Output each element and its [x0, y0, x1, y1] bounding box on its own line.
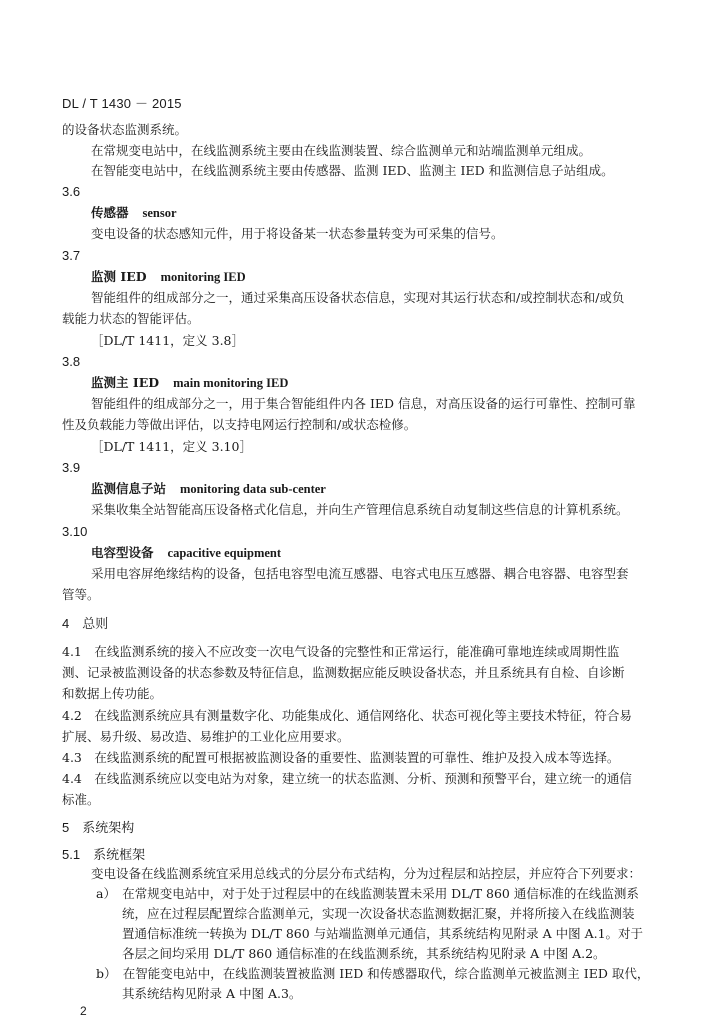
clause-number: 3.6 [62, 184, 81, 199]
clause-line: 4.3 在线监测系统的配置可根据被监测设备的重要性、监测装置的可靠性、维护及投入成本等选择。 [62, 750, 620, 765]
term-heading [91, 205, 177, 221]
definition-line: 变电设备的状态感知元件，用于将设备某一状态参量转变为可采集的信号。 [91, 226, 504, 241]
definition-line: 载能力状态的智能评估。 [62, 311, 200, 326]
clause-line: 变电设备在线监测系统宜采用总线式的分层分布式结构，分为过程层和站控层，并应符合下列要求： [91, 866, 642, 881]
section-title: 5 系统架构 [62, 820, 135, 835]
definition-line: 管等。 [62, 587, 100, 602]
clause-line: 4.4 在线监测系统应以变电站为对象，建立统一的状态监测、分析、预测和预警平台，建立统一的通信 [62, 771, 632, 786]
term-heading [91, 269, 246, 285]
term-zh: 监测 IED [91, 269, 147, 284]
list-item-line: 统，应在过程层配置综合监测单元，实现一次设备状态监测数据汇聚，并将所接入在线监测装 [122, 906, 635, 921]
clause-number: 3.7 [62, 248, 81, 263]
clause-number: 3.10 [62, 524, 88, 539]
clause-line: 扩展、易升级、易改造、易维护的工业化应用要求。 [62, 729, 350, 744]
body-line: 在常规变电站中，在线监测系统主要由在线监测装置、综合监测单元和站端监测单元组成。 [91, 143, 592, 158]
term-heading [91, 481, 326, 497]
definition-line: 采用电容屏绝缘结构的设备，包括电容型电流互感器、电容式电压互感器、耦合电容器、电容型套 [91, 566, 629, 581]
term-en: capacitive equipment [167, 546, 282, 560]
list-item-line: 置通信标准统一转换为 DL/T 860 与站端监测单元通信，其系统结构见附录 A 中图 A.1。对于 [122, 926, 644, 941]
body-line: 的设备状态监测系统。 [62, 122, 188, 137]
term-en: monitoring data sub-center [180, 482, 326, 496]
clause-line: 标准。 [62, 792, 100, 807]
list-item-line: a） 在常规变电站中，对于处于过程层中的在线监测装置未采用 DL/T 860 通信标准的在线监测系 [96, 886, 639, 901]
reference-line: ［DL/T 1411，定义 3.8］ [91, 333, 245, 348]
list-item-line: 其系统结构见附录 A 中图 A.3。 [122, 986, 302, 1001]
definition-line: 性及负载能力等做出评估，以支持电网运行控制和/或状态检修。 [62, 417, 417, 432]
definition-line: 智能组件的组成部分之一，通过采集高压设备状态信息，实现对其运行状态和/或控制状态和/或负 [91, 290, 625, 305]
clause-number: 3.8 [62, 354, 81, 369]
term-en: sensor [142, 206, 177, 220]
subsection-title: 5.1 系统框架 [62, 847, 146, 862]
clause-line: 4.2 在线监测系统应具有测量数字化、功能集成化、通信网络化、状态可视化等主要技术特征，符合易 [62, 708, 632, 723]
term-zh: 传感器 [91, 205, 129, 220]
term-zh: 电容型设备 [91, 545, 154, 560]
list-item-line: b） 在智能变电站中，在线监测装置被监测 IED 和传感器取代，综合监测单元被监测主 IED 取代， [96, 966, 650, 981]
term-heading [91, 375, 288, 391]
clause-line: 测、记录被监测设备的状态参数及特征信息，监测数据应能反映设备状态，并且系统具有自检、自诊断 [62, 665, 625, 680]
clause-line: 4.1 在线监测系统的接入不应改变一次电气设备的完整性和正常运行，能准确可靠地连续或周期性监 [62, 644, 620, 659]
section-title: 4 总则 [62, 616, 109, 631]
page-number: 2 [80, 1004, 87, 1018]
reference-line: ［DL/T 1411，定义 3.10］ [91, 439, 252, 454]
clause-line: 和数据上传功能。 [62, 686, 163, 701]
definition-line: 采集收集全站智能高压设备格式化信息，并向生产管理信息系统自动复制这些信息的计算机系统。 [91, 502, 629, 517]
term-zh: 监测主 IED [91, 375, 160, 390]
list-item-line: 各层之间均采用 DL/T 860 通信标准的在线监测系统，其系统结构见附录 A 中图 A.2。 [122, 946, 606, 961]
clause-number: 3.9 [62, 460, 81, 475]
term-en: main monitoring IED [173, 376, 289, 390]
term-zh: 监测信息子站 [91, 481, 167, 496]
definition-line: 智能组件的组成部分之一，用于集合智能组件内各 IED 信息，对高压设备的运行可靠性、控制可靠 [91, 396, 636, 411]
term-heading [91, 545, 281, 561]
body-line: 在智能变电站中，在线监测系统主要由传感器、监测 IED、监测主 IED 和监测信息子站组成。 [91, 163, 614, 178]
standard-header: DL / T 1430 － 2015 [62, 96, 182, 111]
term-en: monitoring IED [160, 270, 246, 284]
